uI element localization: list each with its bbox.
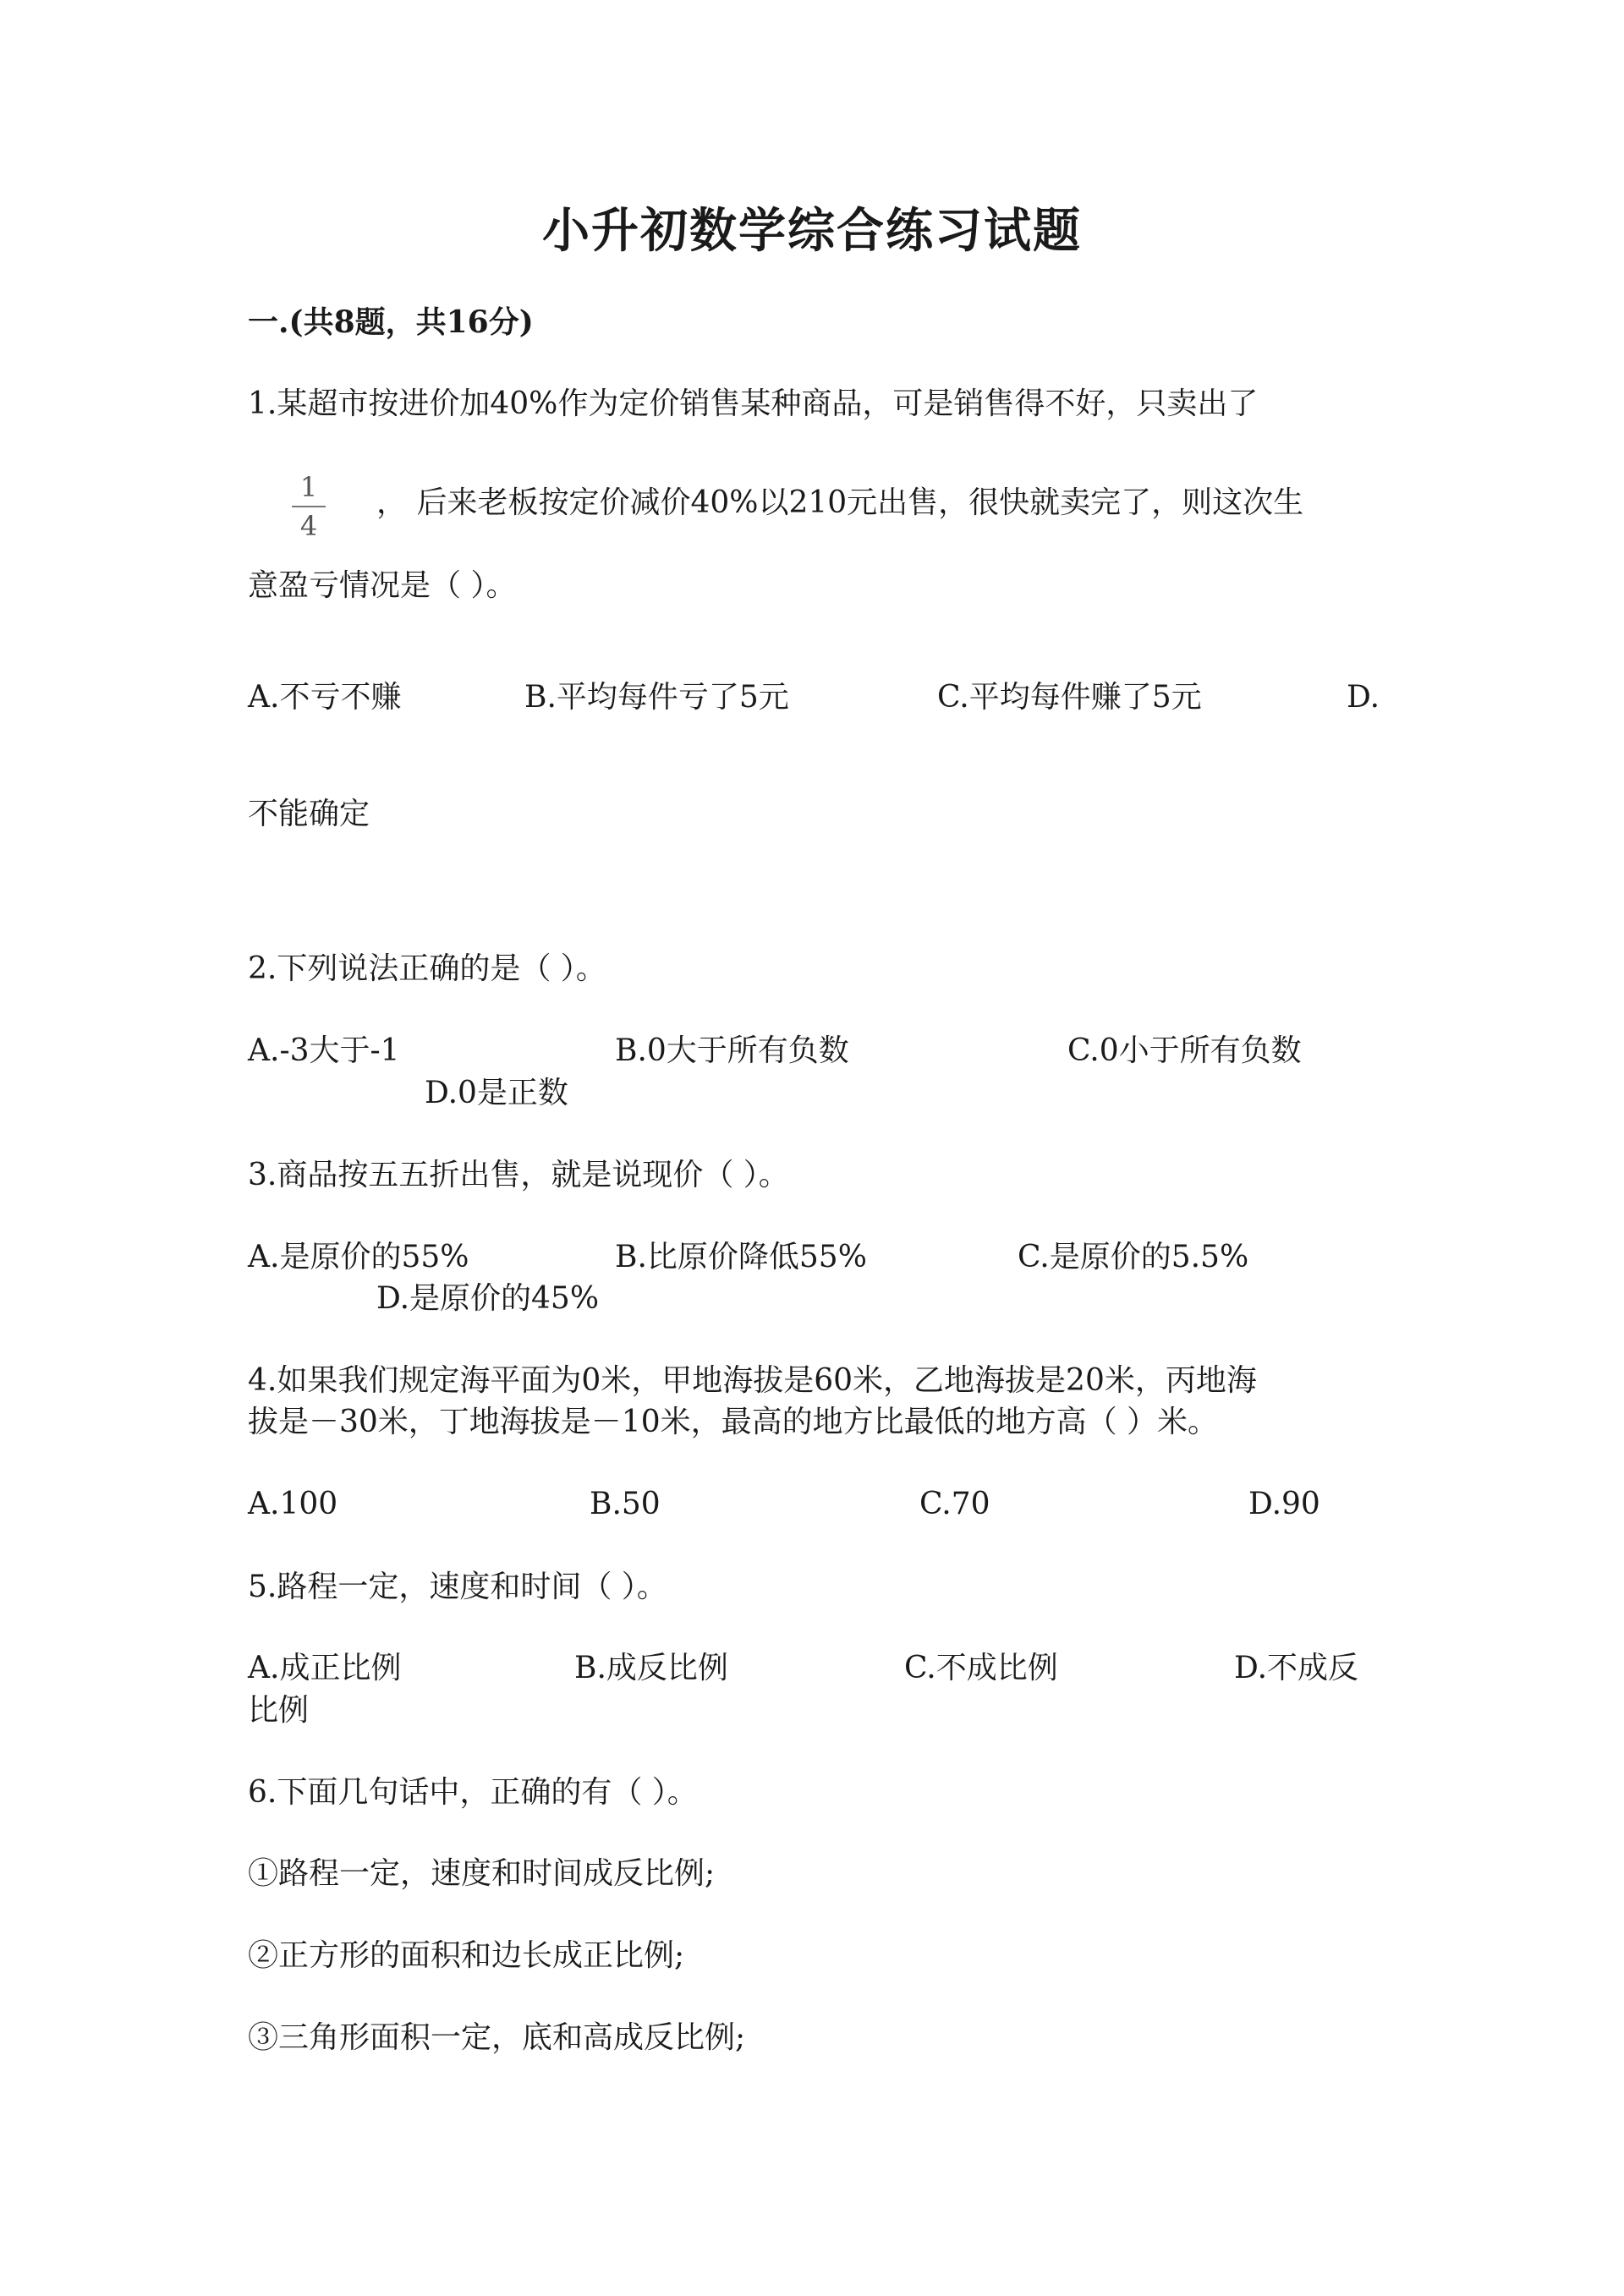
question-1-line-3: 意盈亏情况是（ ）。 [248, 568, 517, 603]
question-4-line-2: 拔是－30米，丁地海拔是－10米，最高的地方比最低的地方高（ ）米。 [248, 1405, 1219, 1439]
question-6-statement-1: ①路程一定，速度和时间成反比例; [248, 1856, 716, 1891]
question-4-line-1: 4.如果我们规定海平面为0米，甲地海拔是60米，乙地海拔是20米，丙地海 [248, 1363, 1257, 1398]
question-3-option-d: D.是原价的45% [376, 1281, 600, 1316]
question-4-option-d: D.90 [1248, 1487, 1320, 1521]
question-1-line-2: ， 后来老板按定价减价40%以210元出售，很快就卖完了，则这次生 [376, 485, 1304, 520]
question-3-line-1: 3.商品按五五折出售，就是说现价（ ）。 [248, 1158, 789, 1192]
section-heading: 一.(共8题，共16分) [248, 304, 534, 340]
question-5-option-b: B.成反比例 [574, 1651, 728, 1685]
question-1-option-d-text: 不能确定 [248, 797, 370, 831]
question-1-option-b: B.平均每件亏了5元 [524, 680, 789, 715]
question-5-line-1: 5.路程一定，速度和时间（ ）。 [248, 1570, 667, 1604]
question-6-line-1: 6.下面几句话中，正确的有（ ）。 [248, 1775, 698, 1810]
question-6-statement-2: ②正方形的面积和边长成正比例; [248, 1938, 685, 1973]
fraction-numerator: 1 [299, 471, 318, 503]
question-3-option-b: B.比原价降低55% [615, 1240, 867, 1274]
question-1-option-d: D. [1347, 680, 1380, 715]
fraction-bar [292, 506, 326, 507]
question-2-option-a: A.-3大于-1 [248, 1033, 400, 1068]
question-2-option-d: D.0是正数 [425, 1076, 568, 1110]
question-4-option-c: C.70 [919, 1487, 990, 1521]
question-4-option-b: B.50 [590, 1487, 661, 1521]
fraction-one-quarter [292, 471, 326, 542]
question-2-option-c: C.0小于所有负数 [1067, 1033, 1302, 1068]
question-4-option-a: A.100 [248, 1487, 338, 1521]
question-2-line-1: 2.下列说法正确的是（ ）。 [248, 951, 606, 986]
page-title: 小升初数学综合练习试题 [542, 203, 1082, 259]
question-5-option-d: D.不成反 [1234, 1651, 1359, 1685]
fraction-denominator: 4 [299, 510, 318, 542]
question-5-option-c: C.不成比例 [904, 1651, 1058, 1685]
question-2-option-b: B.0大于所有负数 [615, 1033, 849, 1068]
question-5-option-a: A.成正比例 [248, 1651, 402, 1685]
question-6-statement-3: ③三角形面积一定，底和高成反比例; [248, 2020, 746, 2055]
question-3-option-a: A.是原价的55% [248, 1240, 469, 1274]
question-3-option-c: C.是原价的5.5% [1018, 1240, 1249, 1274]
question-1-option-c: C.平均每件赚了5元 [937, 680, 1202, 715]
question-1-line-1: 1.某超市按进价加40%作为定价销售某种商品，可是销售得不好，只卖出了 [248, 386, 1259, 421]
question-1-option-a: A.不亏不赚 [248, 680, 402, 715]
question-5-option-d-text: 比例 [248, 1693, 310, 1728]
